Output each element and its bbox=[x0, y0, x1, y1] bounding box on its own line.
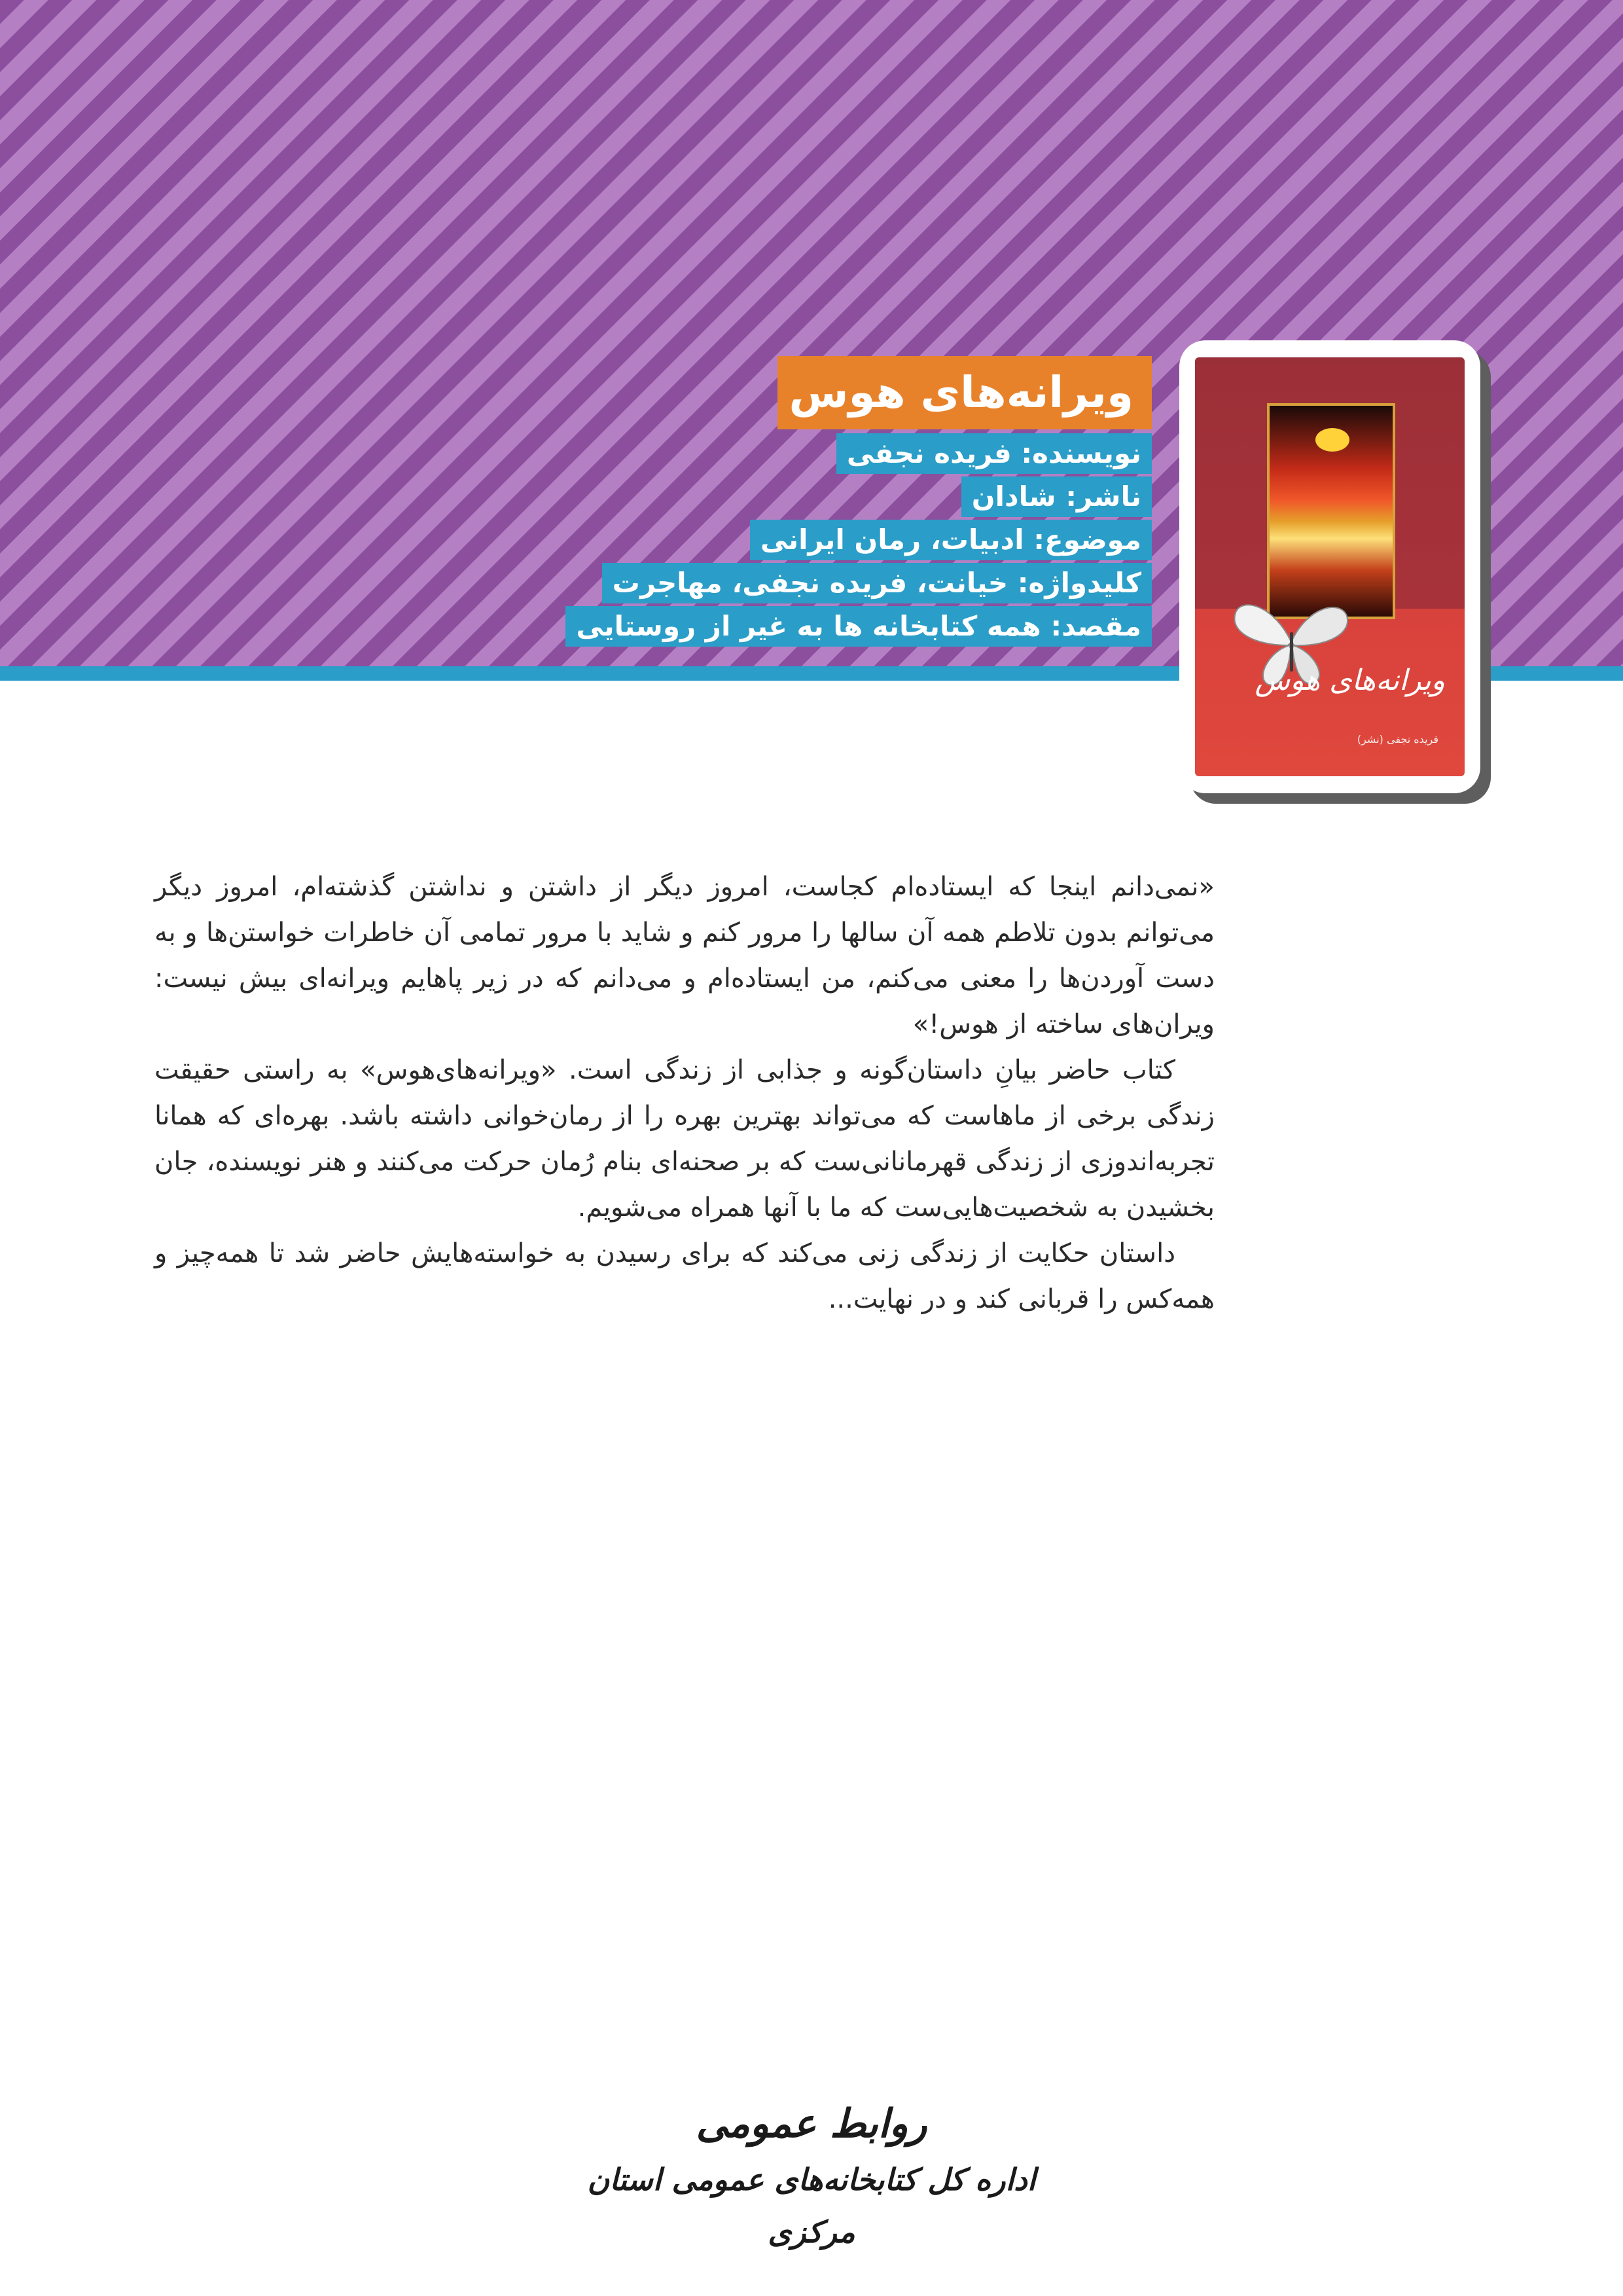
subject-line bbox=[750, 520, 1152, 560]
description-paragraph-1: «نمی‌دانم اینجا که ایستاده‌ام کجاست، امروز دیگر از داشتن و نداشتن گذشته‌ام، امروز دیگر می‌توانم بدون تلاطم همه آن سالها را مرور کنم و شاید با مرور تمامی آن خاطرات خواستن‌ها و به دست آوردن‌ها را معنی می‌کنم، من ایستاده‌ام و می‌دانم که در زیر پاهایم ویرانه‌ای بیش نیست: ویران‌های ساخته از هوس!» bbox=[154, 872, 1215, 1039]
publisher-logo bbox=[576, 2094, 1047, 2250]
keywords-label: کلیدواژه: bbox=[1017, 567, 1141, 599]
cover-author: فریده نجفی (نشر) bbox=[1357, 733, 1438, 745]
publisher-label: ناشر: bbox=[1065, 480, 1141, 512]
author-label: نویسنده: bbox=[1021, 437, 1141, 469]
keywords-value: خیانت، فریده نجفی، مهاجرت bbox=[612, 567, 1008, 599]
description-paragraph-2: کتاب حاضر بیانِ داستان‌گونه و جذابی از زندگی است. «ویرانه‌های‌هوس» به راستی حقیقت زندگی برخی از ماهاست که می‌تواند بهترین بهره را از رمان‌خوانی داشته باشد. بهره‌ای که همانا تجربه‌اندوزی از زندگی قهرمانانی‌ست که بر صحنه‌ای بنام رُمان حرکت می‌کنند و هنر نویسنده، جان بخشیدن به شخصیت‌هایی‌ست که ما با آنها همراه می‌شویم. bbox=[154, 1055, 1215, 1223]
publisher-line bbox=[961, 476, 1152, 517]
subject-value: ادبیات، رمان ایرانی bbox=[760, 524, 1024, 556]
book-title: ویرانه‌های هوس bbox=[777, 356, 1152, 429]
publisher-value: شادان bbox=[971, 480, 1056, 512]
logo-line-1: روابط عمومی bbox=[696, 2101, 927, 2147]
destination-value: همه کتابخانه ها به غیر از روستایی bbox=[576, 610, 1041, 642]
destination-line bbox=[565, 606, 1152, 647]
author-value: فریده نجفی bbox=[846, 437, 1012, 469]
keywords-line bbox=[602, 563, 1152, 603]
cover-title: ویرانه‌های هوس bbox=[1255, 664, 1445, 697]
subject-label: موضوع: bbox=[1033, 524, 1141, 556]
cover-fire-artwork bbox=[1267, 403, 1395, 619]
author-line bbox=[836, 433, 1152, 474]
book-description bbox=[154, 864, 1215, 1322]
book-cover-image bbox=[1195, 357, 1465, 776]
logo-line-2: اداره کل کتابخانه‌های عمومی استان مرکزی bbox=[587, 2162, 1036, 2250]
description-paragraph-3: داستان حکایت از زندگی زنی می‌کند که برای رسیدن به خواسته‌هایش حاضر شد تا همه‌چیز و همه‌کس را قربانی کند و در نهایت... bbox=[154, 1238, 1215, 1314]
destination-label: مقصد: bbox=[1050, 610, 1141, 642]
cover-sun-shape bbox=[1315, 428, 1349, 452]
